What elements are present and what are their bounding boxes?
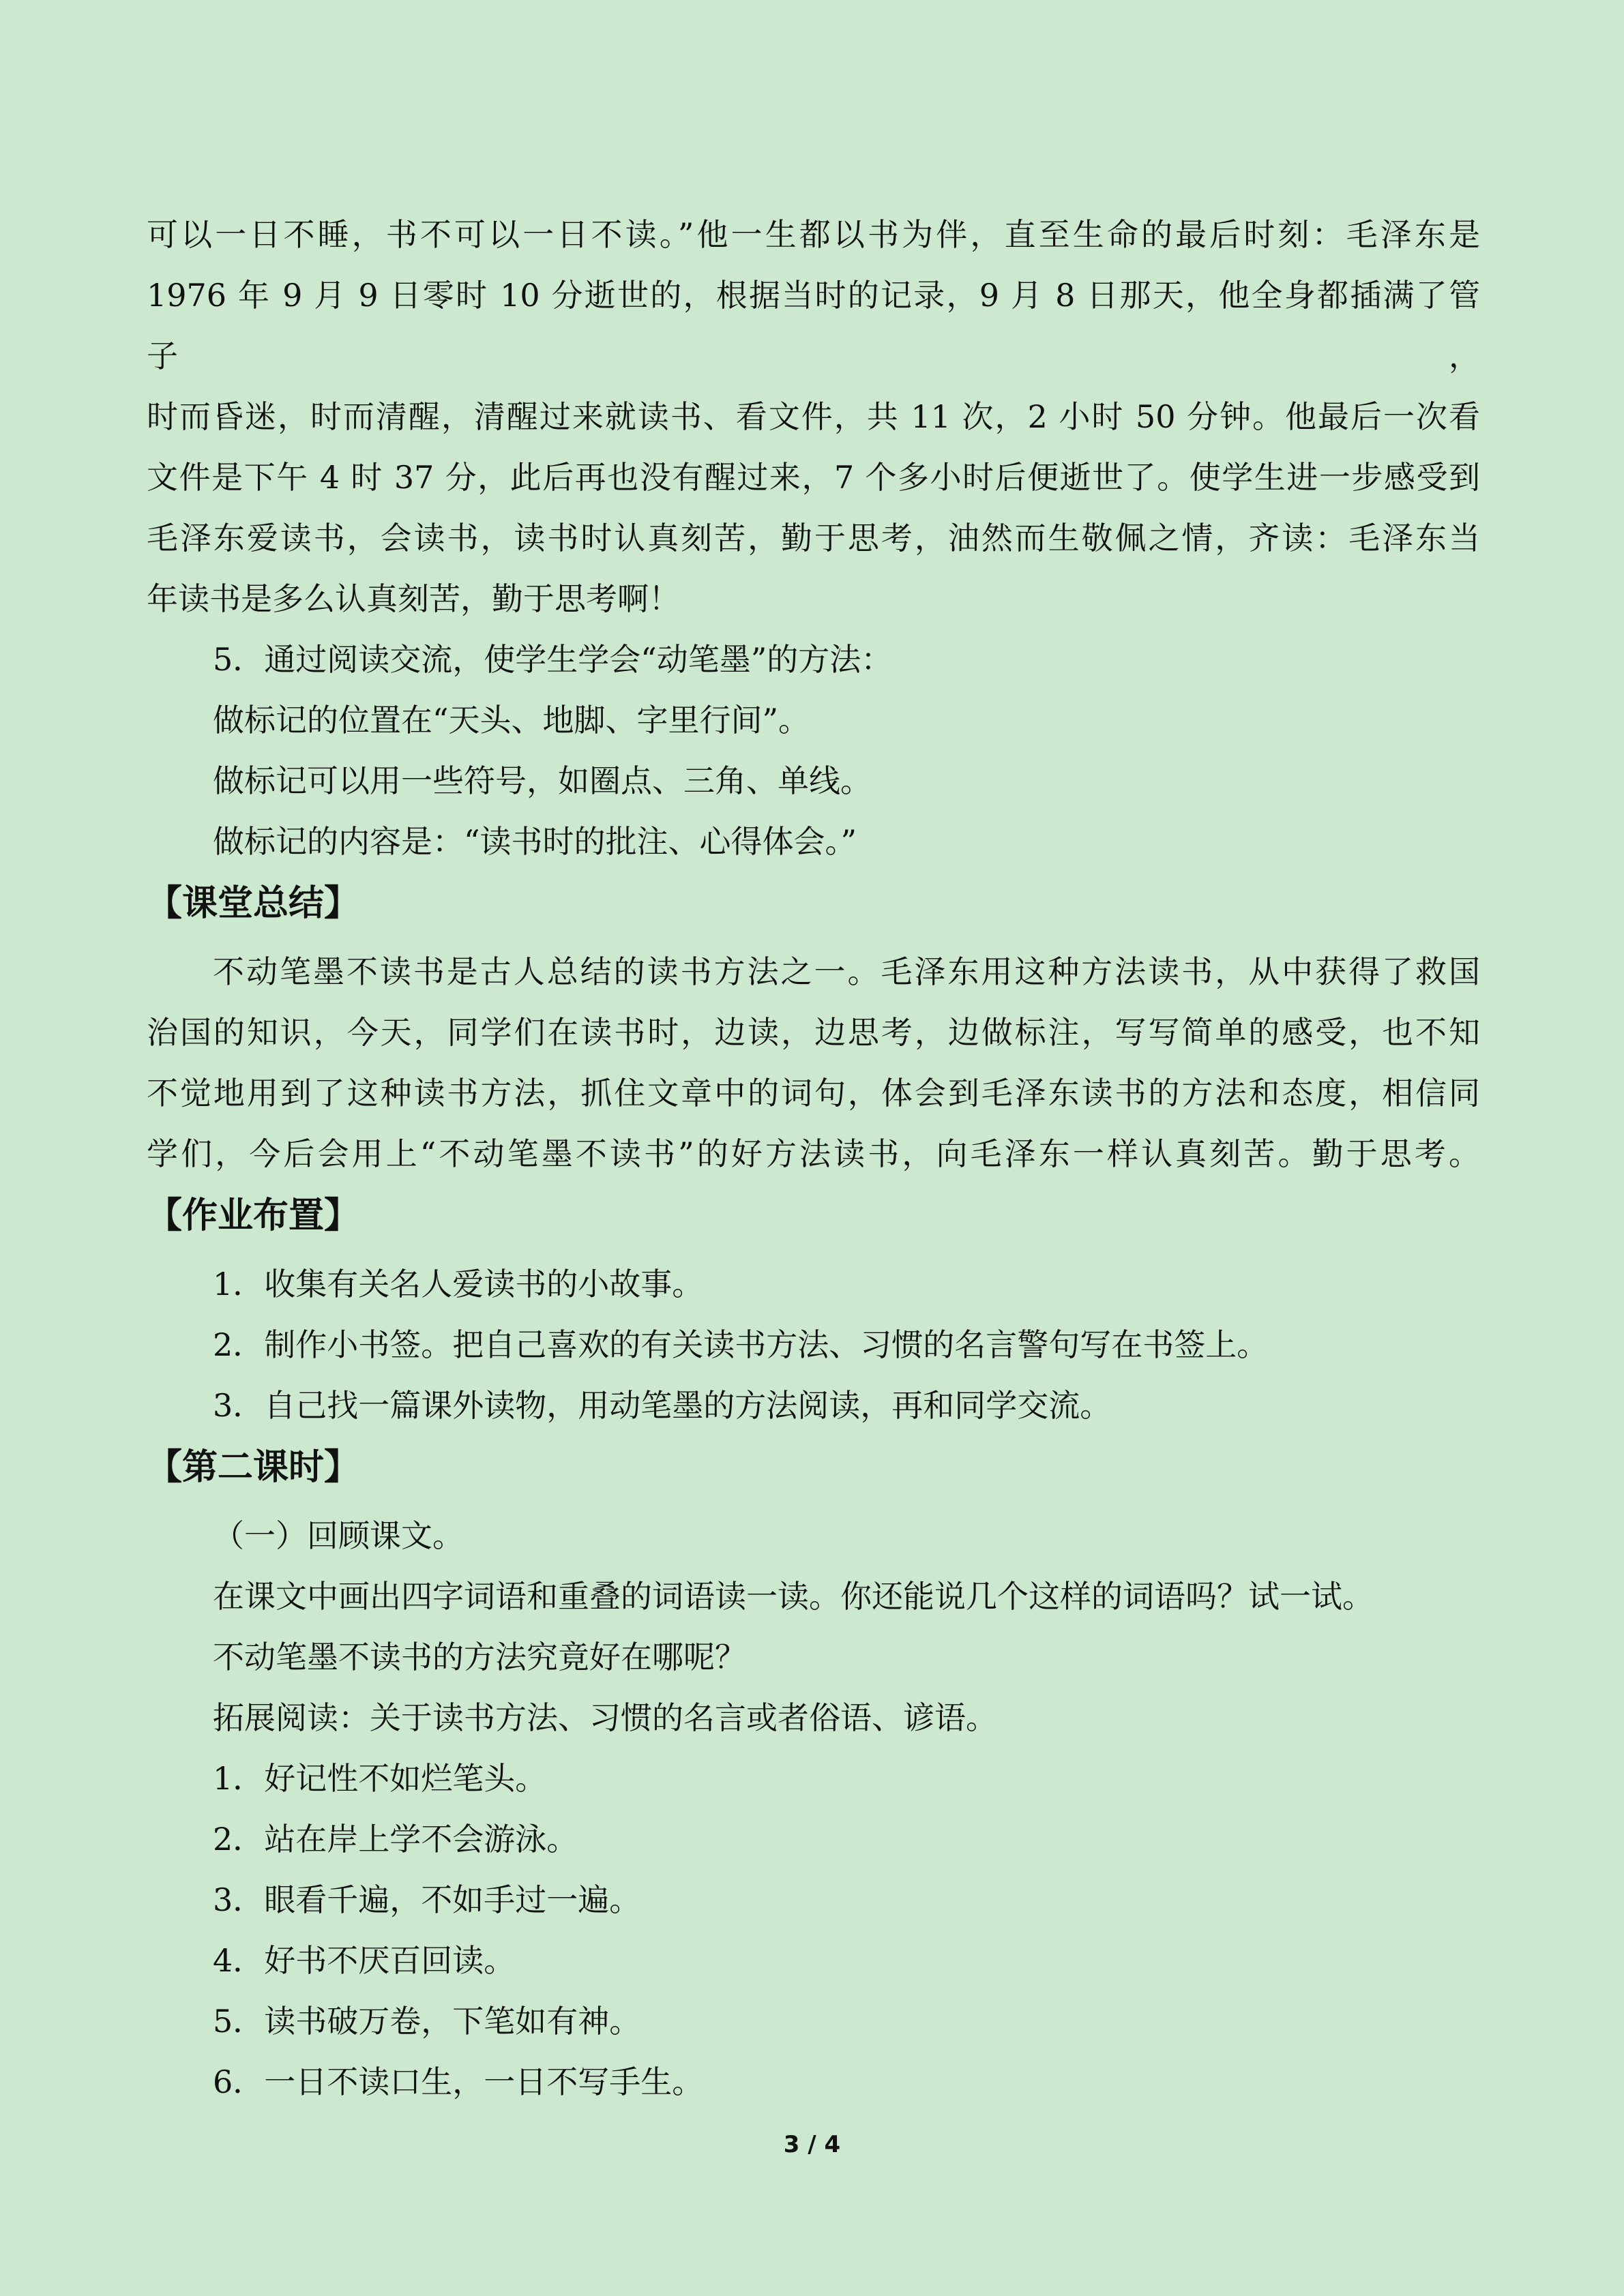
text-line: 在课文中画出四字词语和重叠的词语读一读。你还能说几个这样的词语吗？试一试。 — [213, 1578, 1374, 1615]
list-item: 3．眼看千遍，不如手过一遍。 — [213, 1881, 641, 1918]
text-line: 时而昏迷，时而清醒，清醒过来就读书、看文件，共 11 次，2 小时 50 分钟。他最后一次看 — [147, 398, 1480, 435]
intro-paragraph — [147, 205, 1480, 629]
sayings-list — [147, 1748, 1480, 2113]
summary-heading: 【课堂总结】 — [147, 883, 360, 924]
summary-paragraph — [147, 942, 1480, 1184]
homework-heading: 【作业布置】 — [147, 1195, 360, 1236]
text-line: 年读书是多么认真刻苦，勤于思考啊！ — [147, 580, 680, 617]
list-item: 1．收集有关名人爱读书的小故事。 — [213, 1266, 704, 1302]
list-item: 4．好书不厌百回读。 — [213, 1942, 516, 1979]
document-body — [147, 205, 1480, 2113]
list-item: 5．读书破万卷，下笔如有神。 — [213, 2003, 641, 2040]
text-line: 毛泽东爱读书，会读书，读书时认真刻苦，勤于思考，油然而生敬佩之情，齐读：毛泽东当 — [147, 520, 1480, 556]
list-item: 1．好记性不如烂笔头。 — [213, 1760, 547, 1797]
text-line: 不觉地用到了这种读书方法，抓住文章中的词句，体会到毛泽东读书的方法和态度，相信同 — [147, 1075, 1480, 1112]
text-line: 治国的知识，今天，同学们在读书时，边读，边思考，边做标注，写写简单的感受，也不知 — [147, 1014, 1480, 1051]
text-line: 不动笔墨不读书的方法究竟好在哪呢？ — [213, 1639, 746, 1675]
page-number: 3 / 4 — [783, 2131, 841, 2158]
step-five: 5．通过阅读交流，使学生学会“动笔墨”的方法： — [213, 641, 893, 678]
list-item: 3．自己找一篇课外读物，用动笔墨的方法阅读，再和同学交流。 — [213, 1387, 1112, 1424]
mark-symbols: 做标记可以用一些符号，如圈点、三角、单线。 — [213, 762, 872, 799]
homework-list — [147, 1254, 1480, 1436]
text-line: 不动笔墨不读书是古人总结的读书方法之一。毛泽东用这种方法读书，从中获得了救国 — [213, 953, 1480, 990]
mark-position: 做标记的位置在“天头、地脚、字里行间”。 — [213, 702, 810, 739]
mark-content: 做标记的内容是：“读书时的批注、心得体会。” — [213, 823, 857, 860]
text-line: 文件是下午 4 时 37 分，此后再也没有醒过来，7 个多小时后便逝世了。使学生进一步感受到 — [147, 459, 1480, 496]
text-line: 拓展阅读：关于读书方法、习惯的名言或者俗语、谚语。 — [213, 1699, 997, 1736]
list-item: 2．站在岸上学不会游泳。 — [213, 1821, 578, 1858]
list-item: 6．一日不读口生，一日不写手生。 — [213, 2063, 704, 2100]
text-line: 1976 年 9 月 9 日零时 10 分逝世的，根据当时的记录，9 月 8 日那天，他全身都插满了管子， — [147, 277, 1480, 374]
second-lesson-heading: 【第二课时】 — [147, 1447, 360, 1488]
text-line: 可以一日不睡，书不可以一日不读。”他一生都以书为伴，直至生命的最后时刻：毛泽东是 — [147, 216, 1480, 253]
text-line: 学们，今后会用上“不动笔墨不读书”的好方法读书，向毛泽东一样认真刻苦。勤于思考。 — [147, 1135, 1480, 1172]
text-line: （一）回顾课文。 — [213, 1517, 464, 1554]
second-lesson-body — [147, 1506, 1480, 1748]
list-item: 2．制作小书签。把自己喜欢的有关读书方法、习惯的名言警句写在书签上。 — [213, 1326, 1269, 1363]
